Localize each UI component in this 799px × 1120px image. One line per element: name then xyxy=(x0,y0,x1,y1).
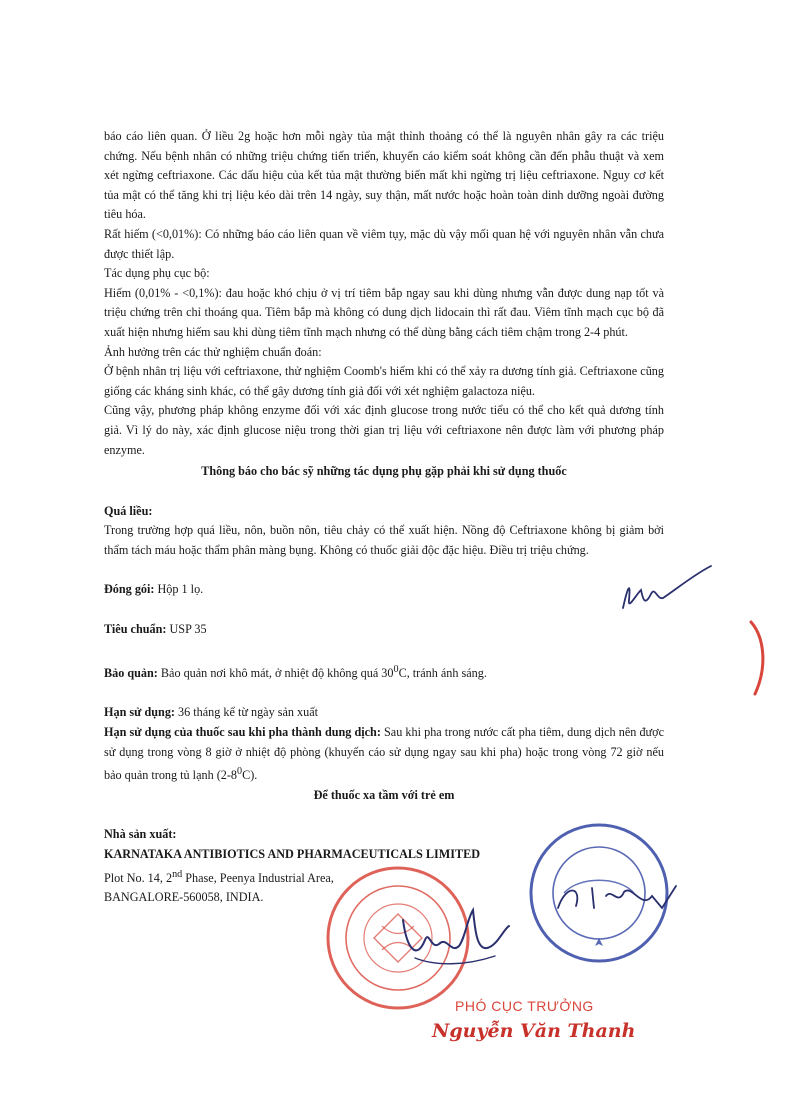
paragraph-local-effects-heading: Tác dụng phụ cục bộ: xyxy=(104,266,210,281)
manufacturer-address-2: BANGALORE-560058, INDIA. xyxy=(104,890,264,905)
overdose-text: Trong trường hợp quá liều, nôn, buồn nôn, tiêu chảy có thể xuất hiện. Nồng độ Ceftriaxone không bị giảm bởi thẩm tách máu hoặc thẩm phân màng bụng. Không có thuốc giải độc đặc hiệu. Điều trị triệu chứng. xyxy=(104,523,664,557)
packaging-label: Đóng gói: xyxy=(104,582,155,597)
storage-text-before: Bảo quản nơi khô mát, ở nhiệt độ không quá 30 xyxy=(160,665,394,680)
reconstitution-text-before: Sau khi pha trong nước cất pha tiêm, dung dịch nên được sử dụng trong vòng 8 giờ ở nhiệt độ phòng (khuyến cáo sử dụng ngay sau khi pha) hoặc trong vòng 72 giờ nếu bảo quản trong tủ lạnh (2-8 xyxy=(104,724,664,783)
address-1-after: Phase, Peenya Industrial Area, xyxy=(182,870,334,885)
notice-heading: Thông báo cho bác sỹ những tác dụng phụ gặp phải khi sử dụng thuốc xyxy=(201,464,567,479)
paragraph-very-rare: Rất hiếm (<0,01%): Có những báo cáo liên quan về viêm tụy, mặc dù vậy mối quan hệ với nguyên nhân vẫn chưa được thiết lập. xyxy=(104,226,664,261)
packaging-text: Hộp 1 lọ. xyxy=(157,582,204,597)
storage-text-after: C, tránh ánh sáng. xyxy=(398,665,487,680)
reconstitution-text-after: C). xyxy=(242,768,258,783)
keep-away-heading: Để thuốc xa tầm với trẻ em xyxy=(313,787,455,802)
standard-text: USP 35 xyxy=(169,622,207,637)
overdose-label: Quá liều: xyxy=(104,503,153,518)
reconstitution-label: Hạn sử dụng của thuốc sau khi pha thành dung dịch: xyxy=(104,724,381,739)
address-1-before: Plot No. 14, 2 xyxy=(104,870,173,885)
official-signature-icon xyxy=(395,900,515,975)
official-title: PHÓ CỤC TRƯỞNG xyxy=(455,998,594,1014)
company-signature-icon xyxy=(552,878,682,918)
manufacturer-name: KARNATAKA ANTIBIOTICS AND PHARMACEUTICALS LIMITED xyxy=(104,846,481,861)
shelf-life-section xyxy=(104,703,664,723)
reconstitution-section xyxy=(104,723,664,786)
reconstitution-degree: 0 xyxy=(237,766,243,778)
document-body xyxy=(104,127,664,908)
shelf-life-text: 36 tháng kể từ ngày sản xuất xyxy=(178,705,319,720)
storage-section xyxy=(104,660,664,684)
official-name: Nguyễn Văn Thanh xyxy=(432,1020,636,1042)
paragraph-coombs: Ở bệnh nhân trị liệu với ceftriaxone, thử nghiệm Coomb's hiếm khi có thể xảy ra dương tính giả. Ceftriaxone cũng giống các kháng sinh khác, có thể gây dương tính giả đối với xét nghiệm galactoza niệu. xyxy=(104,364,664,398)
shelf-life-label: Hạn sử dụng: xyxy=(104,705,175,720)
manufacturer-label: Nhà sản xuất: xyxy=(104,827,177,842)
standard-section xyxy=(104,620,664,640)
initials-signature-icon xyxy=(615,560,725,620)
storage-label: Bảo quản: xyxy=(104,665,158,680)
standard-label: Tiêu chuẩn: xyxy=(104,622,167,637)
overdose-section xyxy=(104,502,664,522)
red-edge-mark-icon xyxy=(745,618,775,698)
paragraph-rare-local: Hiếm (0,01% - <0,1%): đau hoặc khó chịu ở vị trí tiêm bắp ngay sau khi dùng nhưng vẫn được dung nạp tốt và triệu chứng trên chỉ thoáng qua. Tiêm bắp mà không có dung dịch lidocain thì rất đau. Viêm tĩnh mạch cục bộ đã xuất hiện nhưng hiếm sau khi dùng tiêm tĩnh mạch nhưng có thể dùng bằng cách tiêm chậm trong 2-4 phút. xyxy=(104,285,664,339)
paragraph-diagnostic-heading: Ảnh hưởng trên các thử nghiệm chuẩn đoán: xyxy=(104,344,322,359)
address-1-sup: nd xyxy=(172,868,183,880)
paragraph-biliary: báo cáo liên quan. Ở liều 2g hoặc hơn mỗi ngày tủa mật thỉnh thoảng có thể là nguyên nhân gây ra các triệu chứng. Nếu bệnh nhân có những triệu chứng tiến triển, khuyến cáo kiểm soát không cần đến phẫu thuật và xem xét ngừng ceftriaxone. Các dấu hiệu của kết tủa mật thường biến mất khi ngừng trị liệu ceftriaxone. Nguy cơ kết tủa mật có thể tăng khi trị liệu kéo dài trên 14 ngày, suy thận, mất nước hoặc hoàn toàn dinh dưỡng ngoài đường tiêu hóa. xyxy=(104,129,664,222)
paragraph-glucose: Cũng vậy, phương pháp không enzyme đối với xác định glucose trong nước tiểu có thể cho kết quả dương tính giả. Vì lý do này, xác định glucose niệu trong thời gian trị liệu với ceftriaxone nên được làm với phương pháp enzyme. xyxy=(104,403,664,457)
packaging-section xyxy=(104,580,664,600)
storage-degree: 0 xyxy=(393,663,399,675)
